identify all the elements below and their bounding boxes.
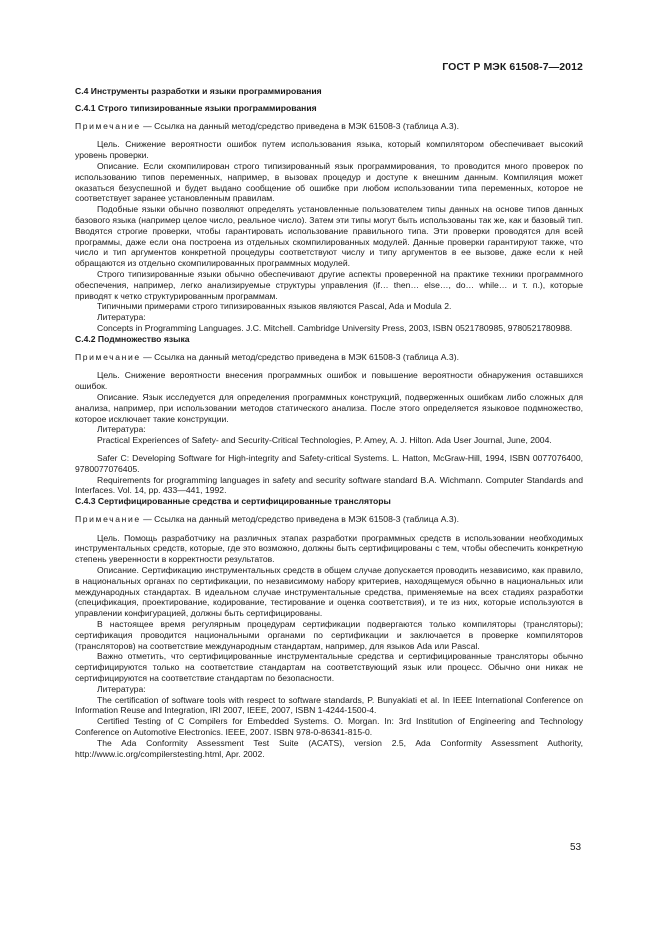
standard-header: ГОСТ Р МЭК 61508-7—2012 [442, 61, 583, 73]
literature-label: Литература: [97, 424, 146, 435]
note-label: Примечание [75, 351, 141, 362]
section-title: C.4 Инструменты разработки и языки программирования [75, 86, 322, 96]
note-text: — Ссылка на данный метод/средство приведена в МЭК 61508-3 (таблица А.3). [140, 120, 459, 131]
paragraph: Описание. Если скомпилирован строго типизированный язык программирования, то проводится много проверок по использованию типов переменных, например, в вызовах процедур и доступе к внешним данным. Компиляция может оказаться безуспешной и будет выдано сообщение об ошибке при любом использовании типа переменных, которое не соответствует заранее установленным правилам. [75, 160, 583, 204]
reference: The Ada Conformity Assessment Test Suite (ACATS), version 2.5, Ada Conformity Assessment Authority, http://www.ic.org/compilerstesting.html, Apr. 2002. [75, 737, 583, 759]
note-text: — Ссылка на данный метод/средство приведена в МЭК 61508-3 (таблица А.3). [140, 513, 459, 524]
paragraph: Описание. Сертификацию инструментальных средств в общем случае допускается проводить независимо, как правило, в национальных органах по сертификации, по независимому набору критериев, находящемуся обычно в национальных или международных стандартах. В идеальном случае инструментальные средства, применяемые на всех стадиях разработки (спецификация, проектирование, кодирование, тестирование и оценка соответствия), и те из них, которые используются в управлении конфигурацией, должны быть сертифицированы. [75, 565, 583, 619]
paragraph: Подобные языки обычно позволяют определять установленные пользователем типы данных на основе типов данных базового языка (например целое число, реальное число). Затем эти типы могут быть использованы так же, как и базовый тип. Вводятся строгие проверки, чтобы гарантировать использование правильного типа. Эти проверки проводятся для всей программы, даже если она построена из отдельных скомпилированных модулей. Данные проверки гарантируют также, что число и тип аргументов конкретной процедуры соответствуют числу и типу аргументов в ее вызове, даже если к ней обращаются из отдельно скомпилированных программных модулей. [75, 204, 583, 269]
literature-label: Литература: [97, 683, 146, 694]
reference: Practical Experiences of Safety- and Security-Critical Technologies, P. Amey, A. J. Hilton. Ada User Journal, June, 2004. [97, 435, 552, 446]
page-number: 53 [570, 842, 582, 853]
paragraph: Цель. Помощь разработчику на различных этапах разработки программных средств в использовании необходимых инструментальных средств, которые, где это возможно, должны быть сертифицированы с тем, чтобы обеспечить конкретную степень уверенности в корректности результатов. [75, 532, 583, 565]
literature-label: Литература: [97, 312, 146, 323]
subsection-title-c42: C.4.2 Подмножество языка [75, 333, 190, 344]
paragraph: Строго типизированные языки обычно обеспечивают другие аспекты проверенной на практике техники программного обеспечения, например, легко анализируемые структуры управления (if… then… else…, do… while… и т. п.), которые приводят к четко структурированным программам. [75, 268, 583, 301]
reference: Concepts in Programming Languages. J.C. Mitchell. Cambridge University Press, 2003, ISBN 0521780985, 9780521780988. [97, 322, 573, 333]
paragraph: Описание. Язык исследуется для определения программных конструкций, подверженных ошибкам либо сложных для анализа, например, при использовании методов статического анализа. После этого определяется языковое подмножество, которое исключает такие конструкции. [75, 391, 583, 424]
page-content [75, 86, 583, 759]
paragraph: Цель. Снижение вероятности ошибок путем использования языка, который компилятором обеспечивает высокий уровень проверки. [75, 139, 583, 161]
note-c42 [75, 352, 583, 363]
reference: The certification of software tools with respect to software standards, P. Bunyakiati et al. In IEEE International Conference on Information Reuse and Integration, IRI 2007, IEEE, 2007, ISBN 1-4244-1500-4. [75, 694, 583, 716]
note-text: — Ссылка на данный метод/средство приведена в МЭК 61508-3 (таблица А.3). [140, 351, 459, 362]
note-c41 [75, 121, 583, 132]
reference: Safer C: Developing Software for High-integrity and Safety-critical Systems. L. Hatton, McGraw-Hill, 1994, ISBN 0077076400, 9780077076405. [75, 452, 583, 474]
note-label: Примечание [75, 513, 141, 524]
paragraph: В настоящее время регулярным процедурам сертификации подвергаются только компиляторы (трансляторы); сертификация проводится национальными органами по сертификации и заключается в проверке компиляторов (трансляторов) на соответствие международным стандартам, например, для языков Ada или Pascal. [75, 619, 583, 651]
paragraph: Важно отметить, что сертифицированные инструментальные средства и сертифицированные трансляторы обычно сертифицируются только на соответствие стандартам на соответствующий язык или процесс. Обычно они никак не сертифицируются на соответствие стандартам по безопасности. [75, 651, 583, 684]
paragraph: Цель. Снижение вероятности внесения программных ошибок и повышение вероятности обнаружения оставшихся ошибок. [75, 370, 583, 392]
reference: Requirements for programming languages in safety and security software standard B.A. Wichmann. Computer Standards and Interfaces. Vol. 14, pp. 433—441, 1992. [75, 474, 583, 496]
note-c43 [75, 514, 583, 525]
reference: Certified Testing of C Compilers for Embedded Systems. O. Morgan. In: 3rd Institution of Engineering and Technology Conference on Automotive Electronics. IEEE, 2007. ISBN 978-0-86341-815-0. [75, 716, 583, 738]
subsection-title-c41: C.4.1 Строго типизированные языки программирования [75, 102, 317, 113]
subsection-title-c43: C.4.3 Сертифицированные средства и сертифицированные трансляторы [75, 496, 391, 507]
note-label: Примечание [75, 120, 141, 131]
paragraph: Типичными примерами строго типизированных языков являются Pascal, Ada и Modula 2. [97, 301, 452, 312]
